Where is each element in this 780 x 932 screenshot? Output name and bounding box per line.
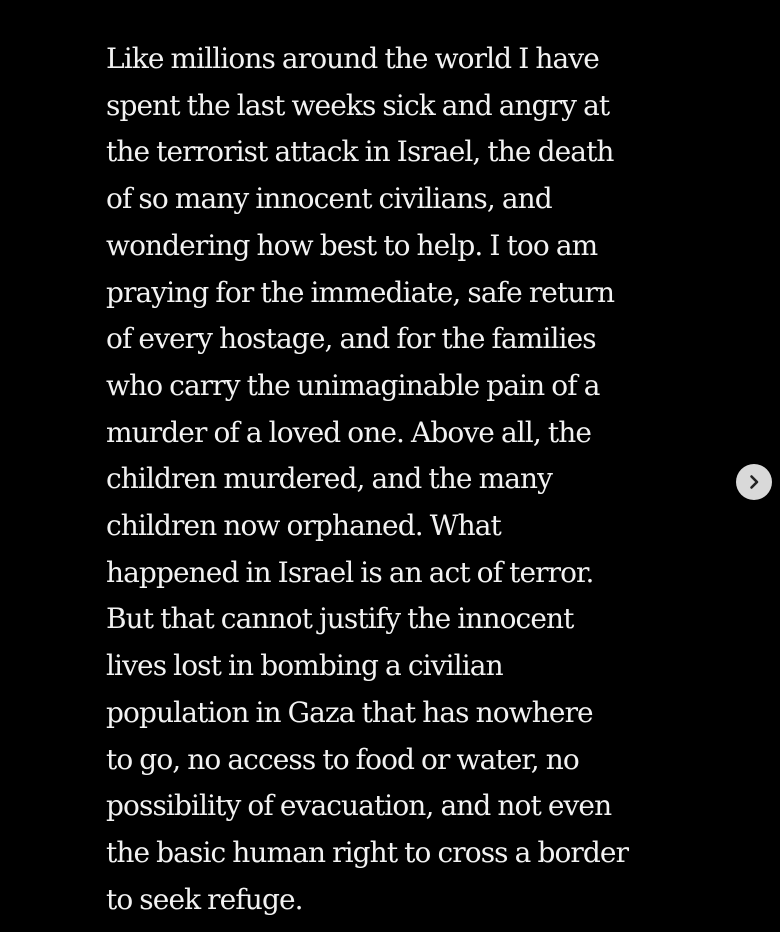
statement-line: wondering how best to help. I too am (106, 228, 598, 262)
statement-line: to seek refuge. (106, 882, 303, 916)
statement-line: to go, no access to food or water, no (106, 742, 579, 776)
statement-line: Like millions around the world I have (106, 42, 599, 75)
statement-line: praying for the immediate, safe return (106, 275, 615, 309)
statement-line: who carry the unimaginable pain of a (106, 368, 600, 402)
statement-line: murder of a loved one. Above all, the (106, 415, 592, 449)
next-slide-button[interactable] (736, 464, 772, 500)
statement-line: the terrorist attack in Israel, the death (106, 135, 614, 169)
statement-line: children now orphaned. What (106, 509, 501, 543)
statement-text (106, 36, 706, 923)
statement-line: of every hostage, and for the families (106, 322, 596, 356)
statement-line: of so many innocent civilians, and (106, 182, 552, 216)
chevron-right-icon (746, 474, 762, 490)
statement-line: lives lost in bombing a civilian (106, 649, 503, 683)
statement-line: children murdered, and the many (106, 462, 553, 496)
statement-line: the basic human right to cross a border (106, 835, 629, 869)
statement-line: possibility of evacuation, and not even (106, 789, 612, 823)
statement-line: But that cannot justify the innocent (106, 602, 574, 636)
statement-line: spent the last weeks sick and angry at (106, 88, 610, 122)
statement-line: happened in Israel is an act of terror. (106, 555, 594, 589)
statement-line: population in Gaza that has nowhere (106, 695, 593, 729)
